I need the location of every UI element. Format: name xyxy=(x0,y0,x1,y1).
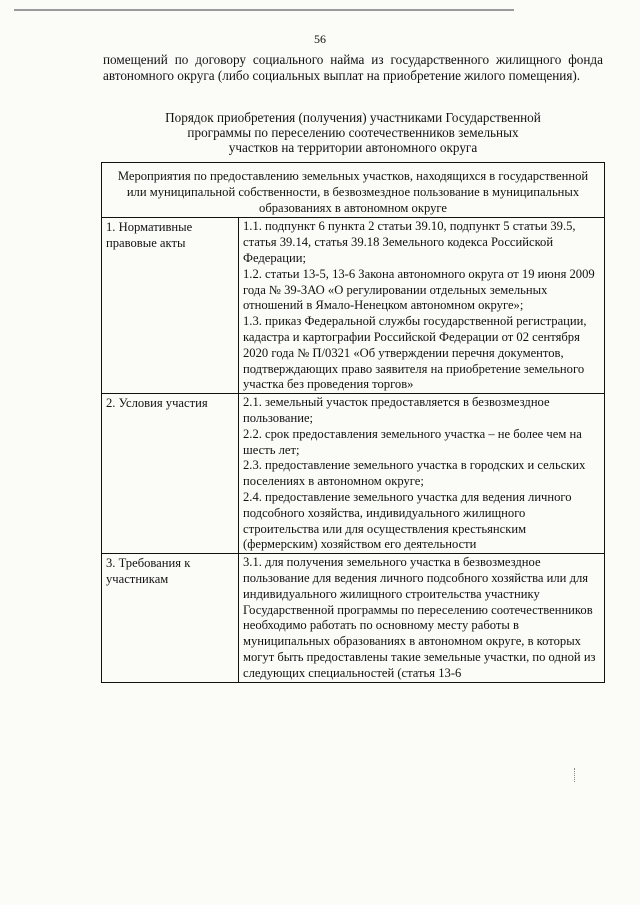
row-content xyxy=(239,394,605,554)
list-item: 3.1. для получения земельного участка в безвозмездное пользование для ведения личного подсобного хозяйства или для индивидуального жилищного строительства участнику Государственной программы по переселению соотечественников необходимо работать по основному месту работы в муниципальных образованиях в автономном округе, в которых могут быть предоставлены такие земельные участки, по одной из следующих специальностей (статья 13-6 xyxy=(243,555,596,680)
intro-paragraph: помещений по договору социального найма из государственного жилищного фонда автономного округа (либо социальных выплат на приобретение жилого помещения). xyxy=(103,52,603,83)
table-header: Мероприятия по предоставлению земельных участков, находящихся в государственной или муниципальной собственности, в безвозмездное пользование в муниципальных образованиях в автономном округе xyxy=(102,163,605,218)
section-heading xyxy=(103,110,603,155)
list-item: 1.3. приказ Федеральной службы государственной регистрации, кадастра и картографии Российской Федерации от 02 сентября 2020 года № П/0321 «Об утверждении перечня документов, подтверждающих право заявителя на приобретение земельного участка без проведения торгов» xyxy=(243,314,587,392)
row-content xyxy=(239,218,605,394)
heading-line: Порядок приобретения (получения) участниками Государственной xyxy=(165,110,541,125)
scan-artifact xyxy=(574,768,577,782)
heading-line: участков на территории автономного округа xyxy=(228,140,478,155)
list-item: 1.2. статьи 13-5, 13-6 Закона автономного округа от 19 июня 2009 года № 39-ЗАО «О регулировании отдельных земельных отношений в Ямало-Ненецком автономном округе»; xyxy=(243,266,595,313)
table-header-row xyxy=(102,163,605,218)
scan-edge-line xyxy=(14,9,514,11)
land-plot-procedures-table xyxy=(101,162,605,683)
table-row xyxy=(102,394,605,554)
row-label: 1. Нормативные правовые акты xyxy=(102,218,239,394)
list-item: 2.4. предоставление земельного участка для ведения личного подсобного хозяйства, индивидуального жилищного строительства или для осуществления крестьянским (фермерским) хозяйством его деятельности xyxy=(243,489,572,552)
table-row xyxy=(102,218,605,394)
row-label: 3. Требования к участникам xyxy=(102,554,239,682)
heading-line: программы по переселению соотечественников земельных xyxy=(187,125,519,140)
list-item: 2.2. срок предоставления земельного участка – не более чем на шесть лет; xyxy=(243,426,582,457)
row-content xyxy=(239,554,605,682)
table-row xyxy=(102,554,605,682)
page-number: 56 xyxy=(314,32,326,46)
list-item: 2.3. предоставление земельного участка в городских и сельских поселениях в автономном округе; xyxy=(243,458,586,489)
row-label: 2. Условия участия xyxy=(102,394,239,554)
list-item: 1.1. подпункт 6 пункта 2 статьи 39.10, подпункт 5 статьи 39.5, статья 39.14, статья 39.18 Земельного кодекса Российской Федерации; xyxy=(243,219,576,265)
list-item: 2.1. земельный участок предоставляется в безвозмездное пользование; xyxy=(243,395,550,425)
